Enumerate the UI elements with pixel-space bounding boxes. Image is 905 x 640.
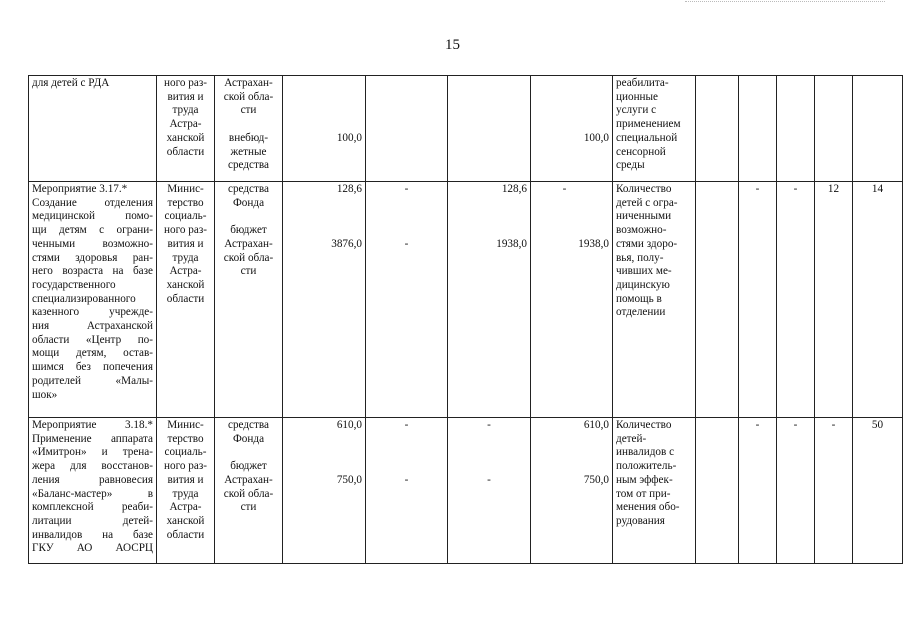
funding-source-cell [215, 418, 283, 564]
executor-cell [157, 76, 215, 182]
total-amount-cell [283, 182, 366, 418]
indicator-value: 14 [871, 183, 884, 195]
indicator-value: 50 [871, 419, 884, 431]
activity-name-cell [29, 182, 157, 418]
indicator-value-cell [696, 76, 739, 182]
executor-cell [157, 182, 215, 418]
activity-name-line: Применение аппарата [32, 432, 153, 445]
indicator-value: - [793, 419, 798, 431]
executor-line: социаль- [164, 446, 207, 459]
indicator-value: - [793, 183, 798, 195]
activity-name-line: родителей «Малы- [32, 374, 153, 387]
executor-line: вития и [167, 473, 204, 486]
indicator-value-cell [739, 182, 777, 418]
total-amount-cell [283, 76, 366, 182]
indicator-value-cell [815, 418, 853, 564]
indicator-value: - [755, 419, 760, 431]
year2-amount-fund: - [487, 419, 491, 431]
indicator-value: - [831, 419, 836, 431]
year1-amount-cell [366, 418, 448, 564]
indicator-value-cell [815, 76, 853, 182]
indicator-line: чивших ме- [616, 265, 672, 278]
activity-name-line: ления равновесия [32, 473, 153, 486]
funding-source-line: Фонда [232, 196, 265, 209]
total-amount-budget: 750,0 [336, 473, 362, 486]
year2-amount-budget: 1938,0 [496, 237, 527, 250]
year2-amount-cell [448, 418, 531, 564]
indicator-line: специальной [616, 131, 678, 144]
executor-line: труда [172, 487, 199, 500]
executor-line: терство [167, 432, 204, 445]
indicator-value-cell [777, 418, 815, 564]
executor-line: труда [172, 104, 199, 117]
funding-source-cell [215, 182, 283, 418]
executor-line: Минис- [167, 183, 204, 195]
executor-line: ного раз- [164, 460, 207, 473]
year2-amount-cell [448, 182, 531, 418]
activity-name-line: «Имитрон» и трена- [32, 446, 153, 459]
indicator-line: возможно- [616, 224, 667, 237]
indicator-line: среды [616, 159, 645, 172]
year3-amount: 100,0 [583, 131, 609, 144]
indicator-value-cell [777, 76, 815, 182]
activity-name-cell [29, 76, 157, 182]
activity-name-line: ченными возможно- [32, 237, 153, 250]
total-amount-fund: 610,0 [336, 419, 362, 431]
activity-name-line: шимся без попечения [32, 361, 153, 374]
year3-amount-budget: 750,0 [583, 473, 609, 486]
funding-source-line: Астрахан- [224, 77, 273, 89]
funding-source-line: средства [227, 159, 270, 172]
funding-source-line: Астрахан- [224, 237, 273, 250]
activity-name-line: шок» [32, 388, 58, 401]
activity-name-line: ГКУ АО АОСРЦ [32, 542, 153, 555]
funding-source-line: ской обла- [223, 90, 274, 103]
year1-amount-budget: - [404, 473, 409, 486]
executor-line: ного раз- [164, 224, 207, 237]
executor-line: ханской [166, 131, 205, 144]
year3-amount-budget: 1938,0 [578, 237, 609, 250]
year3-amount-cell [531, 76, 613, 182]
table-row [29, 182, 903, 418]
executor-line: терство [167, 196, 204, 209]
activity-name-line: комплексной реаби- [32, 501, 153, 514]
activity-name-line: области «Центр по- [32, 333, 153, 346]
program-activities-table [28, 75, 903, 564]
year3-amount-fund: 610,0 [583, 419, 609, 431]
year1-amount-fund: - [404, 183, 409, 195]
indicator-line: детей с огра- [616, 196, 678, 209]
activity-name-line: государственного [32, 278, 116, 291]
table-row [29, 418, 903, 564]
indicator-line: услуги с [616, 104, 657, 117]
executor-line: ханской [166, 514, 205, 527]
indicator-line: рудования [616, 514, 665, 527]
indicator-line: ниченными [616, 210, 672, 223]
activity-name-line: жера для восстанов- [32, 460, 153, 473]
activity-name-line: него возраста на базе [32, 265, 153, 278]
funding-source-line: средства [227, 419, 270, 431]
indicator-line: вья, полу- [616, 251, 664, 264]
page-number: 15 [445, 37, 460, 53]
indicator-value-cell [853, 182, 903, 418]
executor-line: Астра- [169, 118, 202, 131]
year1-amount-budget: - [404, 237, 409, 250]
indicator-value-cell [853, 418, 903, 564]
activity-name-line: щи детям с ограни- [32, 224, 153, 237]
activity-name-line: стями здоровья ран- [32, 251, 153, 264]
indicator-line: применением [616, 118, 681, 131]
executor-line: вития и [167, 90, 204, 103]
activity-name-line: ния Астраханской [32, 320, 153, 333]
funding-source-cell [215, 76, 283, 182]
indicator-line: помощь в [616, 292, 662, 305]
executor-line: области [166, 145, 205, 158]
indicator-value-cell [739, 76, 777, 182]
indicator-value-cell [777, 182, 815, 418]
funding-source-line: сти [240, 265, 257, 278]
year1-amount-cell [366, 182, 448, 418]
indicator-value-cell [815, 182, 853, 418]
year3-amount-cell [531, 418, 613, 564]
funding-source-line: Фонда [232, 432, 265, 445]
year1-amount-cell [366, 76, 448, 182]
total-amount-budget: 3876,0 [331, 237, 362, 250]
indicator-value-cell [696, 418, 739, 564]
indicator-value: 12 [827, 183, 840, 195]
indicator-cell [613, 418, 696, 564]
total-amount: 100,0 [336, 131, 362, 144]
activity-name-line: инвалидов на базе [32, 528, 153, 541]
funding-source-line: бюджет [230, 460, 267, 473]
executor-line: социаль- [164, 210, 207, 223]
activity-name-line: Мероприятие 3.18.* [32, 419, 153, 431]
indicator-line: дицинскую [616, 278, 670, 291]
indicator-line: ным эффек- [616, 473, 673, 486]
executor-line: Астра- [169, 265, 202, 278]
indicator-value-cell [853, 76, 903, 182]
year2-amount-budget: - [487, 473, 491, 486]
activity-name-line: литации детей- [32, 514, 153, 527]
indicator-line: положитель- [616, 460, 677, 473]
indicator-line: Количество [616, 419, 672, 431]
funding-source-line: средства [227, 183, 270, 195]
indicator-line: ционные [616, 90, 659, 103]
activity-name-cell [29, 418, 157, 564]
executor-line: вития и [167, 237, 204, 250]
indicator-value-cell [739, 418, 777, 564]
year2-amount-cell [448, 76, 531, 182]
year3-amount-fund: - [562, 183, 567, 195]
executor-line: области [166, 292, 205, 305]
funding-source-line: бюджет [230, 224, 267, 237]
executor-line: Минис- [167, 419, 204, 431]
total-amount-fund: 128,6 [336, 183, 362, 195]
indicator-line: сенсорной [616, 145, 666, 158]
funding-source-line: ской обла- [223, 487, 274, 500]
funding-source-line: внебюд- [228, 131, 269, 144]
indicator-line: том от при- [616, 487, 671, 500]
indicator-line: менения обо- [616, 501, 680, 514]
funding-source-line: сти [240, 104, 257, 117]
indicator-value: - [755, 183, 760, 195]
indicator-line: инвалидов с [616, 446, 675, 459]
year1-amount-fund: - [404, 419, 409, 431]
indicator-line: отделении [616, 306, 666, 319]
executor-line: Астра- [169, 501, 202, 514]
activity-name-line: медицинской помо- [32, 210, 153, 223]
indicator-cell [613, 182, 696, 418]
activity-name-line: казенного учрежде- [32, 306, 153, 319]
indicator-cell [613, 76, 696, 182]
executor-line: ного раз- [164, 77, 207, 89]
funding-source-line: жетные [230, 145, 267, 158]
activity-name-line: Мероприятие 3.17.* [32, 183, 128, 195]
activity-name-line: специализированного [32, 292, 136, 305]
indicator-line: детей- [616, 432, 647, 445]
indicator-line: реабилита- [616, 77, 669, 89]
executor-cell [157, 418, 215, 564]
indicator-line: Количество [616, 183, 672, 195]
funding-source-line: ской обла- [223, 251, 274, 264]
total-amount-cell [283, 418, 366, 564]
funding-source-line: сти [240, 501, 257, 514]
table-row [29, 76, 903, 182]
year2-amount-fund: 128,6 [501, 183, 527, 195]
activity-name-line: Создание отделения [32, 196, 153, 209]
executor-line: области [166, 528, 205, 541]
top-edge-artifact [685, 1, 885, 3]
year3-amount-cell [531, 182, 613, 418]
indicator-value-cell [696, 182, 739, 418]
indicator-line: стями здоро- [616, 237, 678, 250]
activity-name-line: «Баланс-мастер» в [32, 487, 153, 500]
activity-name-line: мощи детям, остав- [32, 347, 153, 360]
executor-line: ханской [166, 278, 205, 291]
activity-name-line: для детей с РДА [32, 77, 110, 89]
funding-source-line: Астрахан- [224, 473, 273, 486]
executor-line: труда [172, 251, 199, 264]
